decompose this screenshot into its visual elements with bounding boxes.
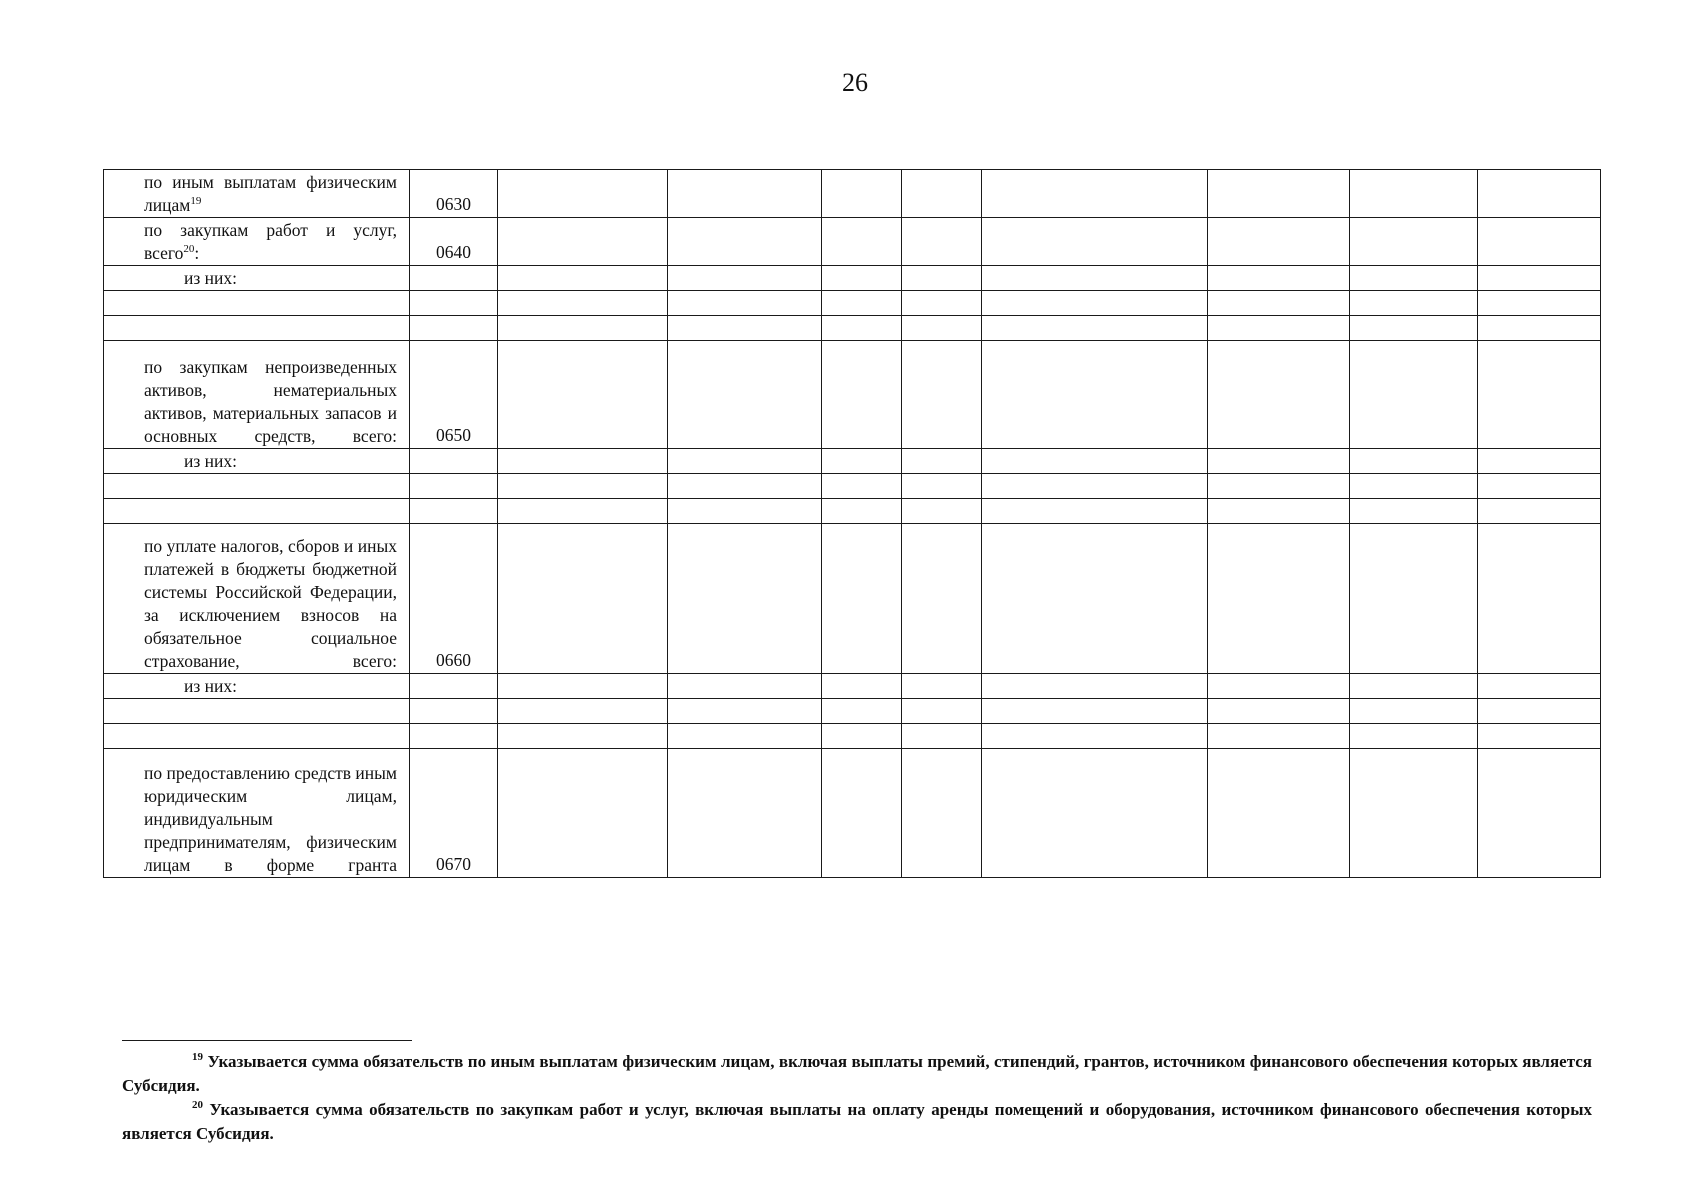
value-cell [1478,170,1601,218]
table-row [104,316,1601,341]
row-code [410,449,498,474]
row-code [410,266,498,291]
value-cell [822,699,902,724]
row-label-text: по закупкам непроизведенных активов, нематериальных активов, материальных запасов и основных средств, всего: [144,357,397,446]
value-cell [668,674,822,699]
value-cell [668,316,822,341]
value-cell [498,316,668,341]
value-cell [1478,674,1601,699]
row-label-empty [104,699,410,724]
value-cell [498,749,668,878]
row-code [410,674,498,699]
table-row [104,499,1601,524]
row-code [410,474,498,499]
value-cell [822,449,902,474]
value-cell [1350,170,1478,218]
value-cell [498,474,668,499]
row-label-empty [104,724,410,749]
value-cell [1478,218,1601,266]
value-cell [1208,524,1350,674]
row-label-empty [104,291,410,316]
value-cell [822,341,902,449]
row-code [410,699,498,724]
table-row [104,218,1601,266]
row-code [410,724,498,749]
value-cell [668,341,822,449]
value-cell [902,266,982,291]
value-cell [1208,724,1350,749]
value-cell [822,499,902,524]
value-cell [902,724,982,749]
value-cell [982,524,1208,674]
table-row [104,674,1601,699]
value-cell [1350,499,1478,524]
value-cell [982,341,1208,449]
value-cell [1478,291,1601,316]
value-cell [902,449,982,474]
value-cell [1350,449,1478,474]
value-cell [1350,474,1478,499]
value-cell [982,449,1208,474]
value-cell [982,499,1208,524]
row-label-text: по предоставлению средств иным юридическим лицам, индивидуальным предпринимателям, физическим лицам в форме гранта [144,763,397,875]
value-cell [1350,218,1478,266]
value-cell [1208,449,1350,474]
value-cell [822,724,902,749]
value-cell [982,699,1208,724]
row-label-text: по закупкам работ и услуг, всего [144,220,397,263]
footnotes [122,1050,1592,1146]
row-code [410,499,498,524]
footnote-20 [122,1098,1592,1146]
value-cell [982,724,1208,749]
row-label [104,524,410,674]
row-code: 0630 [410,170,498,218]
row-label-text: по уплате налогов, сборов и иных платежей в бюджеты бюджетной системы Российской Федерации, за исключением взносов на обязательное социальное страхование, всего: [144,536,397,671]
row-label [104,218,410,266]
table-row [104,724,1601,749]
value-cell [902,524,982,674]
value-cell [668,449,822,474]
table-row [104,449,1601,474]
value-cell [902,291,982,316]
value-cell [982,749,1208,878]
value-cell [1208,291,1350,316]
value-cell [668,524,822,674]
row-code: 0670 [410,749,498,878]
value-cell [1208,474,1350,499]
row-label [104,341,410,449]
table-row [104,474,1601,499]
value-cell [902,674,982,699]
value-cell [1208,170,1350,218]
table-row [104,291,1601,316]
table-row [104,524,1601,674]
row-code: 0660 [410,524,498,674]
value-cell [498,524,668,674]
value-cell [1478,341,1601,449]
table-row [104,341,1601,449]
value-cell [822,218,902,266]
value-cell [498,724,668,749]
value-cell [982,291,1208,316]
value-cell [1350,341,1478,449]
row-label-empty [104,499,410,524]
value-cell [902,218,982,266]
value-cell [902,170,982,218]
value-cell [498,218,668,266]
row-label [104,170,410,218]
row-label-empty [104,316,410,341]
value-cell [668,749,822,878]
row-label-suffix: : [194,243,200,263]
value-cell [498,449,668,474]
row-sublabel: из них: [104,674,410,699]
value-cell [498,266,668,291]
value-cell [1350,749,1478,878]
value-cell [902,474,982,499]
value-cell [822,474,902,499]
value-cell [1478,449,1601,474]
value-cell [1478,524,1601,674]
row-code: 0650 [410,341,498,449]
value-cell [1478,724,1601,749]
value-cell [902,699,982,724]
value-cell [1350,674,1478,699]
value-cell [1478,499,1601,524]
value-cell [668,499,822,524]
value-cell [668,724,822,749]
value-cell [822,266,902,291]
row-sublabel: из них: [104,449,410,474]
value-cell [1208,341,1350,449]
table-body [104,170,1601,878]
value-cell [498,674,668,699]
table-row [104,699,1601,724]
table-row [104,170,1601,218]
value-cell [668,474,822,499]
value-cell [982,266,1208,291]
value-cell [902,749,982,878]
value-cell [1208,316,1350,341]
value-cell [1350,316,1478,341]
value-cell [982,170,1208,218]
value-cell [1350,699,1478,724]
row-label-text: по иным выплатам физическим лицам [144,172,397,215]
value-cell [982,316,1208,341]
value-cell [902,341,982,449]
row-code [410,291,498,316]
value-cell [498,170,668,218]
footnote-ref: 20 [183,243,195,255]
value-cell [668,699,822,724]
value-cell [1478,474,1601,499]
value-cell [1208,218,1350,266]
value-cell [902,316,982,341]
value-cell [1208,266,1350,291]
value-cell [498,341,668,449]
value-cell [668,218,822,266]
value-cell [822,749,902,878]
value-cell [822,524,902,674]
value-cell [668,266,822,291]
value-cell [822,674,902,699]
value-cell [1208,499,1350,524]
page-number: 26 [842,68,868,97]
value-cell [822,291,902,316]
value-cell [498,499,668,524]
value-cell [1350,291,1478,316]
value-cell [1350,524,1478,674]
obligations-table [103,169,1601,878]
footnote-separator [122,1040,412,1041]
value-cell [1478,316,1601,341]
value-cell [902,499,982,524]
row-code [410,316,498,341]
value-cell [1478,749,1601,878]
footnote-ref: 19 [190,195,202,207]
value-cell [1350,724,1478,749]
value-cell [822,170,902,218]
value-cell [1208,749,1350,878]
value-cell [668,291,822,316]
value-cell [982,674,1208,699]
table-row [104,749,1601,878]
row-label [104,749,410,878]
value-cell [1478,266,1601,291]
footnote-text: Указывается сумма обязательств по иным выплатам физическим лицам, включая выплаты премий, стипендий, грантов, источником финансового обеспечения которых является Субсидия. [122,1052,1592,1095]
row-sublabel: из них: [104,266,410,291]
value-cell [1350,266,1478,291]
value-cell [1208,674,1350,699]
row-label-empty [104,474,410,499]
table-row [104,266,1601,291]
value-cell [982,218,1208,266]
value-cell [498,699,668,724]
footnote-mark: 19 [192,1051,203,1063]
footnote-19 [122,1050,1592,1098]
footnote-text: Указывается сумма обязательств по закупкам работ и услуг, включая выплаты на оплату аренды помещений и оборудования, источником финансового обеспечения которых является Субсидия. [122,1100,1593,1143]
value-cell [668,170,822,218]
value-cell [1208,699,1350,724]
value-cell [982,474,1208,499]
footnote-mark: 20 [192,1099,203,1111]
value-cell [822,316,902,341]
row-code: 0640 [410,218,498,266]
value-cell [1478,699,1601,724]
value-cell [498,291,668,316]
